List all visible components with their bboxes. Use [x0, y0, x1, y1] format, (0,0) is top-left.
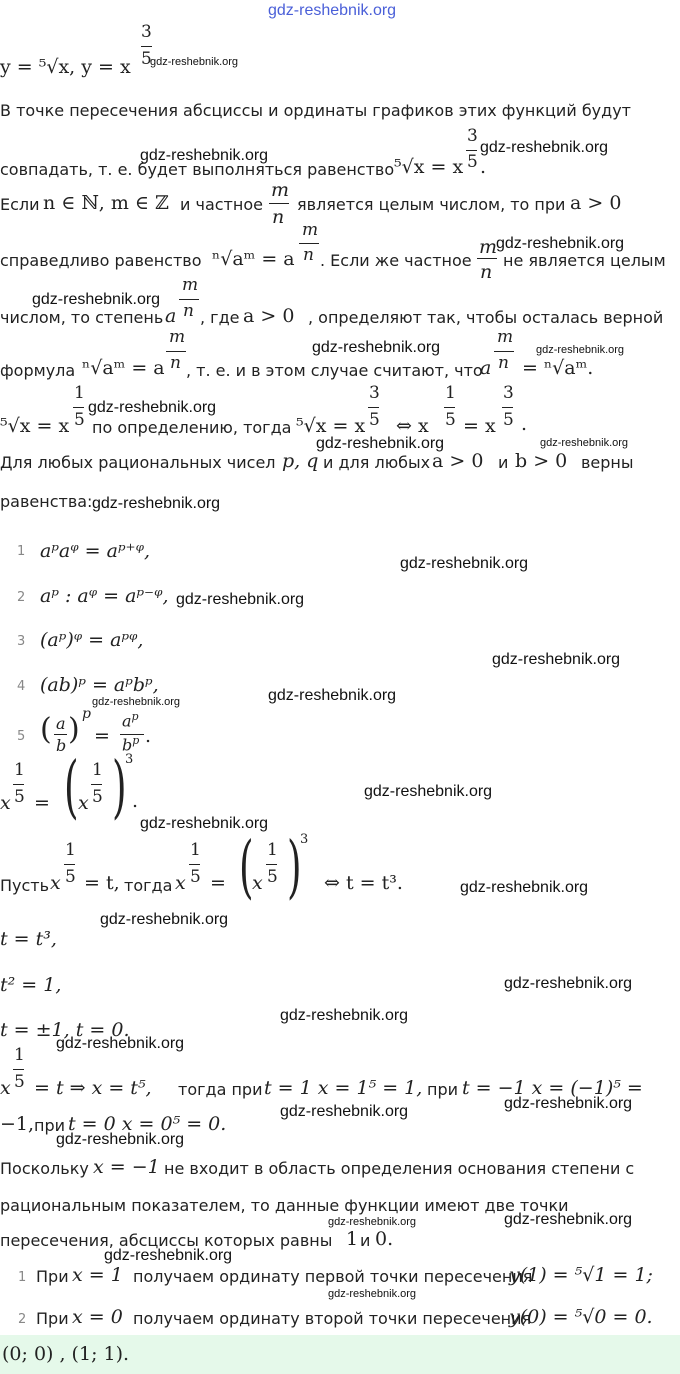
formula: aᵖaᵠ = aᵖ⁺ᵠ, — [40, 540, 151, 562]
paragraph-text: При — [36, 1267, 69, 1286]
period: . — [521, 413, 528, 435]
exp-num: 1 — [14, 760, 25, 780]
exp-num: 1 — [74, 383, 85, 403]
paragraph-text: и частное — [180, 195, 263, 214]
paragraph-text: получаем ординату второй точки пересечения — [133, 1309, 532, 1328]
paragraph-text: и — [360, 1231, 371, 1250]
paragraph-text: пересечения, абсциссы которых равны — [0, 1231, 333, 1250]
math-inline: ⁿ√aᵐ = a — [82, 357, 165, 379]
paragraph-text: , определяют так, чтобы осталась верной — [308, 308, 664, 327]
math-inline: n ∈ ℕ, m ∈ ℤ — [43, 192, 169, 214]
paragraph-text: Для любых рациональных чисел — [0, 453, 276, 472]
math-inline: ⇔ t = t³. — [324, 872, 403, 894]
paragraph-text: получаем ординату первой точки пересечения — [133, 1267, 533, 1286]
watermark: gdz-reshebnik.org — [88, 399, 217, 416]
paragraph-text: не входит в область определения основания степени с — [164, 1159, 635, 1178]
frac-bar — [13, 784, 24, 785]
exponent: 3 — [300, 832, 309, 847]
exp-den: 5 — [267, 867, 278, 887]
math-inline: x = 1 — [72, 1264, 123, 1286]
watermark: gdz-reshebnik.org — [400, 555, 529, 572]
base-x: x — [50, 872, 61, 894]
math-inline: x = 0 — [72, 1306, 123, 1328]
frac-bar — [494, 351, 514, 352]
frac-bar — [73, 407, 84, 408]
formula: (ab)ᵖ = aᵖbᵖ, — [40, 674, 159, 696]
frac-den: $b^p$ — [122, 734, 140, 755]
watermark: gdz-reshebnik.org — [536, 344, 625, 356]
exponent: p — [82, 706, 91, 722]
exp-num: 3 — [467, 126, 478, 146]
math-inline: y(0) = ⁵√0 = 0. — [509, 1306, 653, 1328]
frac-bar — [299, 243, 319, 244]
exp-den: 5 — [14, 787, 25, 807]
paragraph-text: рациональным показателем, то данные функции имеют две точки — [0, 1196, 569, 1215]
frac-den: n — [183, 301, 194, 321]
watermark: gdz-reshebnik.org — [150, 56, 239, 68]
frac-bar — [166, 351, 186, 352]
math-line: t² = 1, — [0, 974, 62, 996]
paren: ) — [68, 712, 80, 747]
math-inline: a > 0 — [243, 305, 295, 327]
math-inline: p, q — [282, 450, 319, 472]
exp-num: 1 — [92, 760, 103, 780]
exp-num: 1 — [65, 840, 76, 860]
paragraph-text: Пусть — [0, 876, 50, 895]
watermark: gdz-reshebnik.org — [364, 783, 493, 800]
frac-bar — [91, 784, 102, 785]
paren: ( — [63, 748, 79, 827]
base-x: x — [0, 792, 11, 814]
watermark: gdz-reshebnik.org — [176, 591, 305, 608]
list-number: 1 — [18, 1270, 27, 1285]
paragraph-text: , где — [200, 308, 240, 327]
watermark: gdz-reshebnik.org — [280, 1103, 409, 1120]
watermark: gdz-reshebnik.org — [312, 339, 441, 356]
paragraph-text: при — [427, 1080, 459, 1099]
exp-den: 5 — [92, 787, 103, 807]
math-inline: 1 — [346, 1228, 359, 1250]
watermark: gdz-reshebnik.org — [504, 1095, 633, 1112]
watermark: gdz-reshebnik.org — [280, 1007, 409, 1024]
paragraph-text: Поскольку — [0, 1159, 89, 1178]
math-inline: ⁵√x = x — [0, 415, 70, 437]
frac-num: m — [271, 179, 290, 201]
watermark: gdz-reshebnik.org — [92, 696, 181, 708]
exp-num: 3 — [141, 22, 152, 42]
watermark: gdz-reshebnik.org — [140, 815, 269, 832]
exp-num: 3 — [503, 383, 514, 403]
paragraph-text: и — [498, 453, 509, 472]
watermark: gdz-reshebnik.org — [32, 291, 161, 308]
math-inline: ⁵√x = x — [296, 415, 366, 437]
frac-bar — [502, 407, 513, 408]
math-inline: = t ⇒ x = t⁵, — [34, 1077, 152, 1099]
base-x: x — [78, 792, 89, 814]
paren: ( — [238, 828, 254, 907]
math-inline: t = 0 x = 0⁵ = 0. — [68, 1113, 227, 1135]
watermark: gdz-reshebnik.org — [460, 879, 589, 896]
math-inline: = x — [463, 415, 496, 437]
answer-box — [0, 1335, 680, 1374]
paragraph-text: справедливо равенство — [0, 251, 202, 270]
exp-num: 1 — [14, 1045, 25, 1065]
frac-bar — [368, 407, 379, 408]
period: . — [132, 790, 139, 812]
paragraph-text: совпадать, т. е. будет выполняться равенство — [0, 160, 395, 179]
list-number: 4 — [17, 679, 26, 694]
frac-num: m — [479, 236, 498, 258]
watermark: gdz-reshebnik.org — [268, 687, 397, 704]
watermark: gdz-reshebnik.org — [268, 2, 397, 19]
math-line: t = ±1, t = 0. — [0, 1019, 130, 1041]
watermark: gdz-reshebnik.org — [328, 1288, 417, 1300]
frac-bar — [266, 864, 277, 865]
frac-bar — [269, 203, 289, 204]
watermark: gdz-reshebnik.org — [56, 1035, 185, 1052]
math-inline: b > 0 — [515, 450, 568, 472]
math-line: y = ⁵√x, y = x — [0, 56, 131, 78]
frac-bar — [444, 407, 455, 408]
watermark: gdz-reshebnik.org — [492, 651, 621, 668]
period: . — [145, 725, 152, 747]
base-x: x — [175, 872, 186, 894]
exponent: 3 — [125, 752, 134, 767]
paragraph-text: верны — [581, 453, 634, 472]
paragraph-text: формула — [0, 361, 76, 380]
paragraph-text: При — [36, 1309, 69, 1328]
frac-bar — [54, 734, 67, 735]
paragraph-text: тогда — [124, 876, 173, 895]
answer-text: (0; 0) , (1; 1). — [2, 1343, 130, 1365]
paragraph-text: и для любых — [323, 453, 431, 472]
frac-num: m — [169, 327, 186, 347]
math-inline: −1, — [0, 1113, 35, 1135]
math-inline: ⁿ√aᵐ = a — [212, 248, 295, 270]
math-inline: = t, — [84, 872, 120, 894]
frac-den: n — [272, 206, 285, 228]
math-inline: a > 0 — [432, 450, 484, 472]
watermark: gdz-reshebnik.org — [104, 1247, 233, 1264]
formula: aᵖ : aᵠ = aᵖ⁻ᵠ, — [40, 585, 169, 607]
formula: (aᵖ)ᵠ = aᵖᵠ, — [40, 629, 144, 651]
watermark: gdz-reshebnik.org — [504, 1211, 633, 1228]
frac-bar — [466, 150, 477, 151]
paragraph-text: тогда при — [178, 1080, 263, 1099]
paragraph-text: , т. е. и в этом случае считают, что — [186, 361, 483, 380]
base-a: a — [480, 357, 492, 379]
math-inline: y(1) = ⁵√1 = 1; — [509, 1264, 653, 1286]
math-line: t = t³, — [0, 928, 57, 950]
list-number: 2 — [18, 1312, 27, 1327]
paren: ) — [111, 748, 127, 827]
paragraph-text: . Если же частное — [320, 251, 472, 270]
frac-den: n — [480, 261, 493, 283]
exp-den: 5 — [141, 49, 152, 69]
frac-den: n — [170, 353, 181, 373]
base-x: x — [252, 872, 263, 894]
paragraph-text: является целым числом, то при — [297, 195, 566, 214]
frac-num: m — [302, 220, 319, 240]
paren: ( — [40, 712, 52, 747]
watermark: gdz-reshebnik.org — [56, 1131, 185, 1148]
frac-num: a — [56, 714, 66, 733]
equals: = — [94, 725, 110, 747]
exp-den: 5 — [65, 867, 76, 887]
math-inline: a > 0 — [570, 192, 622, 214]
paragraph-text: не является целым — [503, 251, 666, 270]
frac-num: m — [497, 327, 514, 347]
frac-bar — [477, 258, 497, 259]
exp-den: 5 — [445, 410, 456, 430]
frac-den: b — [56, 736, 67, 755]
watermark: gdz-reshebnik.org — [140, 147, 269, 164]
list-number: 3 — [17, 634, 26, 649]
math-inline: ⇔ x — [396, 415, 429, 437]
base-a: a — [165, 305, 177, 327]
frac-num: $a^p$ — [122, 710, 139, 731]
paragraph-text: равенства: — [0, 492, 93, 511]
list-number: 2 — [17, 590, 26, 605]
frac-den: n — [498, 353, 509, 373]
math-inline: t = −1 x = (−1)⁵ = — [462, 1077, 643, 1099]
equals: = — [34, 792, 50, 814]
exp-num: 1 — [445, 383, 456, 403]
math-inline: 0. — [375, 1228, 394, 1250]
math-inline: t = 1 x = 1⁵ = 1, — [264, 1077, 423, 1099]
frac-bar — [13, 1069, 24, 1070]
exp-den: 5 — [190, 867, 201, 887]
exp-den: 5 — [74, 410, 85, 430]
list-number: 5 — [17, 729, 26, 744]
exp-den: 5 — [467, 152, 478, 172]
math-inline: x = −1 — [93, 1156, 160, 1178]
watermark: gdz-reshebnik.org — [316, 435, 445, 452]
paragraph-text: при — [34, 1116, 66, 1135]
exp-num: 1 — [267, 840, 278, 860]
watermark: gdz-reshebnik.org — [504, 975, 633, 992]
exp-den: 5 — [14, 1072, 25, 1092]
math-inline: ⁵√x = x — [394, 156, 464, 178]
watermark: gdz-reshebnik.org — [328, 1216, 417, 1228]
watermark: gdz-reshebnik.org — [92, 495, 221, 512]
paren: ) — [286, 828, 302, 907]
exp-den: 5 — [503, 410, 514, 430]
frac-den: n — [303, 245, 314, 265]
paragraph-text: В точке пересечения абсциссы и ординаты графиков этих функций будут — [0, 101, 631, 120]
exp-num: 3 — [369, 383, 380, 403]
paragraph-text: числом, то степень — [0, 308, 164, 327]
list-number: 1 — [17, 544, 26, 559]
frac-num: m — [182, 275, 199, 295]
math-inline: = ⁿ√aᵐ. — [522, 357, 594, 379]
exp-num: 1 — [190, 840, 201, 860]
period: . — [480, 156, 487, 178]
paragraph-text: по определению, тогда — [92, 418, 292, 437]
frac-bar — [141, 46, 152, 47]
watermark: gdz-reshebnik.org — [480, 139, 609, 156]
watermark: gdz-reshebnik.org — [496, 235, 625, 252]
watermark: gdz-reshebnik.org — [100, 911, 229, 928]
paragraph-text: Если — [0, 195, 40, 214]
frac-bar — [189, 864, 200, 865]
exp-den: 5 — [369, 410, 380, 430]
watermark: gdz-reshebnik.org — [540, 437, 629, 449]
equals: = — [210, 872, 226, 894]
base-x: x — [0, 1077, 11, 1099]
frac-bar — [179, 299, 199, 300]
frac-bar — [64, 864, 75, 865]
